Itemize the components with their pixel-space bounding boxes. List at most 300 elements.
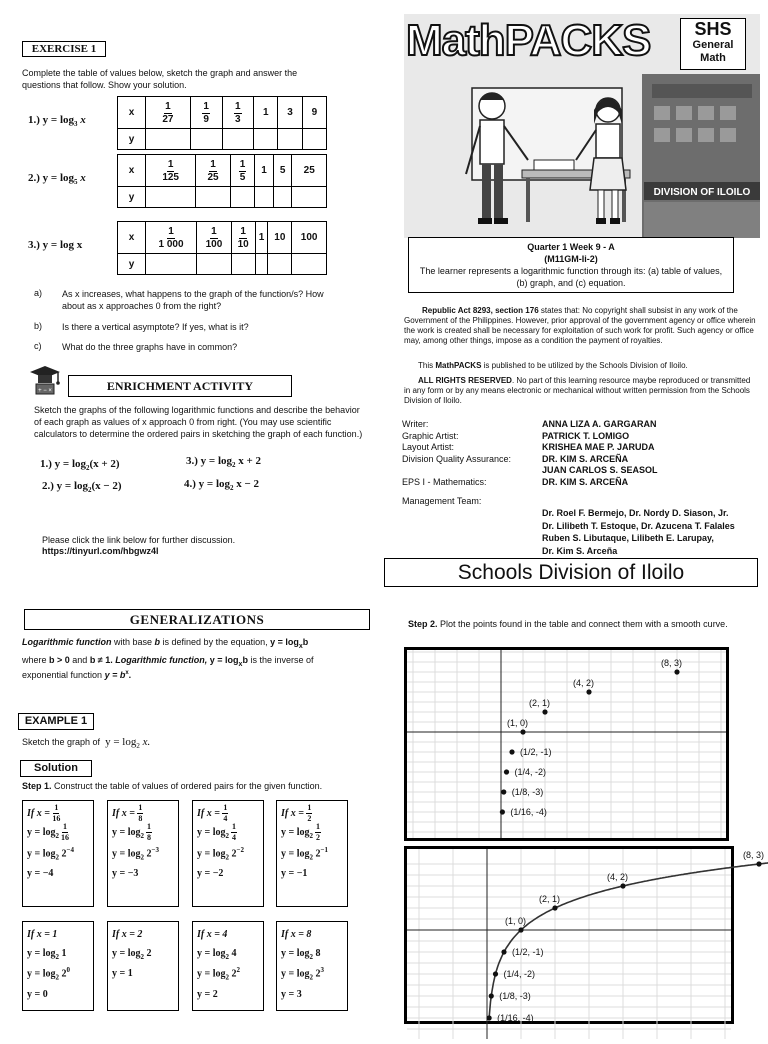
generalizations-title: GENERALIZATIONS — [24, 609, 370, 630]
denominator: 9 — [203, 113, 209, 125]
box-if: If x = — [197, 808, 223, 819]
numerator: 1 — [210, 158, 216, 170]
step1-bold: Step 1. — [22, 781, 52, 791]
box-log2: y = log — [27, 968, 56, 980]
box-exp-line — [27, 844, 89, 865]
enrichment-item — [184, 478, 259, 492]
denominator: 5 — [239, 171, 246, 183]
box-fraction — [52, 804, 60, 823]
gen-term2: Logarithmic function, — [112, 655, 210, 665]
grid — [407, 650, 726, 838]
exercise-instructions: Complete the table of values below, sketch the graph and answer the questions that follow. Show your solution. — [22, 68, 298, 90]
x-value: 3 — [278, 97, 302, 129]
enrichment-number: 3.) — [186, 455, 201, 467]
func-var: x — [77, 114, 86, 126]
x-row — [118, 222, 327, 254]
x-value: 9 — [302, 97, 326, 129]
x-value — [196, 155, 230, 187]
data-point — [552, 905, 557, 910]
enrichment-base: 2 — [232, 461, 236, 470]
y-value-blank[interactable] — [255, 254, 268, 275]
enrichment-number: 1.) — [40, 458, 55, 470]
step1-desc: Construct the table of values of ordered pairs for the given function. — [51, 781, 323, 791]
link-intro: Please click the link below for further discussion. — [42, 535, 236, 545]
data-point — [487, 1015, 492, 1020]
example-func: $y = \log_2 x$. — [105, 736, 151, 751]
y-value-blank[interactable] — [231, 254, 255, 275]
denominator: 4 — [231, 833, 236, 843]
box-if: If x = 1 — [27, 929, 58, 940]
x-value: 25 — [292, 155, 327, 187]
box-log2: y = log — [281, 968, 310, 980]
denominator: 27 — [162, 113, 174, 125]
enrichment-arg: (x − 2) — [91, 480, 122, 492]
point-label: (1, 0) — [507, 718, 529, 728]
ra-text: states that: No copyright shall subsist in any work of the Government of the Philippines. However, prior approval of the government agency or office wherein the work is created shall be necessary for exploitation of such work for profit. Such agency or office may, among other things, impose as a condition the payment of royalties. — [404, 306, 756, 345]
box-if: If x = — [281, 808, 307, 819]
enrichment-func: y = log — [54, 458, 86, 470]
enrichment-item — [42, 480, 122, 494]
data-point — [501, 949, 506, 954]
question-letter: a) — [34, 288, 43, 298]
box-arg: 2 — [143, 948, 152, 959]
denominator: 125 — [162, 171, 179, 183]
point-label: (1, 0) — [505, 916, 527, 926]
box-log-line — [112, 823, 174, 843]
numerator: 1 — [167, 158, 174, 170]
x-header: x — [118, 155, 146, 187]
credit-name: JUAN CARLOS S. SEASOL — [542, 465, 658, 475]
competency-code: (M11GM-Ii-2) — [544, 254, 598, 264]
point-label: (8, 3) — [743, 850, 765, 860]
y-value-blank[interactable] — [302, 129, 326, 150]
example-text — [22, 736, 150, 750]
box-log-line — [281, 944, 343, 964]
rights-note — [404, 376, 758, 406]
question-text: As x increases, what happens to the graph of the function/s? How about as x approaches 0 from the right? — [62, 289, 324, 311]
enrichment-base: 2 — [86, 464, 90, 473]
y-value-blank[interactable] — [146, 254, 197, 275]
gen-where: where — [22, 655, 50, 665]
enrichment-item — [186, 455, 261, 469]
x-row — [118, 155, 327, 187]
box-exponent: −3 — [151, 845, 159, 854]
shs-badge — [680, 18, 746, 70]
gen-eq: y = log — [270, 637, 299, 647]
x-value: 100 — [292, 222, 327, 254]
y-row — [118, 254, 327, 275]
box-log: y = log — [197, 948, 226, 959]
box-log: y = log — [197, 827, 226, 839]
point-label: (1/8, -3) — [511, 787, 544, 797]
box-power-base: 2 — [228, 968, 237, 980]
denominator: 2 — [315, 833, 320, 843]
gen-term: Logarithmic function — [22, 637, 112, 647]
y-value-blank[interactable] — [146, 129, 191, 150]
fraction — [202, 102, 210, 125]
solution-box — [276, 921, 348, 1011]
quarter-label: Quarter 1 Week 9 - A — [527, 242, 615, 252]
enrichment-arg: (x + 2) — [89, 458, 120, 470]
rights-text: . No part of this learning resource maybe reproduced or transmitted in any form or by any means electronic or mechanical without written permission from the Schools Division of Iloilo. — [404, 376, 751, 405]
y-value-blank[interactable] — [222, 129, 254, 150]
x-value: 10 — [268, 222, 292, 254]
item-number: 1.) — [28, 114, 43, 126]
box-exp-line — [112, 844, 174, 865]
box-log: y = log — [112, 948, 141, 959]
gen-eq2-b: b — [242, 655, 248, 665]
values-table — [117, 96, 327, 150]
competency-box — [408, 237, 734, 293]
step2-bold: Step 2. — [408, 619, 438, 629]
credit-row — [402, 419, 762, 431]
gen-text: with base — [111, 637, 155, 647]
step2-text — [408, 619, 758, 630]
mgmt-name: Dr. Roel F. Bermejo, Dr. Nordy D. Siason, Jr. — [542, 508, 729, 518]
subject-line1: General — [692, 39, 734, 51]
fraction — [162, 160, 179, 183]
credit-name: PATRICK T. LOMIGO — [542, 430, 630, 441]
denominator: 3 — [235, 113, 241, 125]
box-base2: 2 — [140, 852, 144, 861]
box-exponent: −4 — [66, 845, 74, 854]
box-exponent: 3 — [320, 966, 324, 975]
box-result: y = 3 — [281, 988, 302, 1000]
log-base: 3 — [74, 120, 78, 129]
box-base2: 2 — [309, 973, 313, 982]
box-power-base: 2 — [58, 847, 67, 859]
solution-box — [107, 921, 179, 1011]
box-fraction — [306, 804, 312, 823]
credit-role: Writer: — [402, 419, 429, 429]
numerator: 1 — [54, 803, 59, 813]
numerator: 1 — [239, 158, 246, 170]
credit-role — [402, 465, 542, 477]
box-if-line — [27, 804, 89, 823]
point-label: (4, 2) — [607, 872, 629, 882]
box-log-line — [197, 944, 259, 964]
gen-text2: is defined by the equation, — [160, 637, 271, 647]
values-table — [117, 154, 327, 208]
box-if-line — [112, 925, 174, 944]
y-value-blank[interactable] — [196, 187, 230, 208]
log-base: 5 — [74, 178, 78, 187]
box-exp-line — [281, 964, 343, 985]
curve-graph-svg — [407, 849, 765, 1039]
enrichment-func: y = log — [200, 455, 232, 467]
box-base2: 2 — [309, 852, 313, 861]
box-log-line — [27, 823, 89, 843]
box-result: y = −4 — [27, 868, 54, 880]
numerator: 1 — [203, 100, 209, 112]
question-text: What do the three graphs have in common? — [62, 342, 238, 352]
mgmt-name: Dr. Kim S. Arceña — [542, 545, 618, 556]
y-row — [118, 129, 327, 150]
gen-exp: exponential function — [22, 670, 105, 680]
box-log: y = log — [281, 827, 310, 839]
box-base: 2 — [55, 832, 59, 841]
box-arg: 4 — [228, 948, 237, 959]
rights-bold: ALL RIGHTS RESERVED — [418, 376, 512, 385]
box-if: If x = — [27, 808, 53, 819]
box-power-base: 2 — [143, 847, 152, 859]
numerator: 1 — [307, 803, 312, 813]
box-if-line — [281, 804, 343, 823]
values-table — [117, 221, 327, 275]
denominator: 16 — [60, 833, 69, 843]
function-label — [28, 239, 82, 251]
numerator: 1 — [223, 803, 228, 813]
enrichment-number: 2.) — [42, 480, 57, 492]
box-exp-line — [27, 964, 89, 985]
box-log2: y = log — [281, 847, 310, 859]
box-fraction — [231, 823, 237, 842]
data-point — [509, 749, 514, 754]
box-exp-line — [197, 844, 259, 865]
x-value: 5 — [273, 155, 292, 187]
box-base2: 2 — [55, 852, 59, 861]
credit-role: Division Quality Assurance: — [402, 453, 512, 464]
shs-label: SHS — [694, 19, 732, 39]
y-value-blank[interactable] — [268, 254, 292, 275]
point-label: (1/2, -1) — [520, 747, 552, 757]
numerator: 1 — [235, 100, 241, 112]
denominator: 8 — [138, 814, 143, 824]
box-result: y = 0 — [27, 988, 48, 1000]
box-log: y = log — [281, 948, 310, 959]
box-base: 2 — [55, 953, 59, 961]
y-header: y — [118, 187, 146, 208]
example-label: Sketch the graph of — [22, 737, 101, 747]
box-power-base: 2 — [312, 968, 321, 980]
box-exp-line — [197, 964, 259, 985]
box-if-line — [197, 925, 259, 944]
y-value-blank[interactable] — [255, 187, 274, 208]
enrichment-arg: x + 2 — [235, 455, 262, 467]
mgmt-name: Ruben S. Libutaque, Lilibeth E. Larupay, — [542, 533, 714, 543]
item-number: 3.) — [28, 239, 43, 251]
fraction — [234, 102, 242, 125]
y-value-blank[interactable] — [197, 254, 232, 275]
enrichment-base: 2 — [88, 486, 92, 495]
y-value-blank[interactable] — [230, 187, 254, 208]
pub-pre: This — [418, 361, 436, 370]
box-if-line — [197, 804, 259, 823]
credit-row — [402, 477, 762, 489]
fraction — [162, 102, 173, 125]
solution-box — [22, 921, 94, 1011]
point-label: (4, 2) — [573, 678, 595, 688]
point-label: (1/16, -4) — [497, 1013, 534, 1023]
box-base: 2 — [309, 953, 313, 961]
credit-row — [402, 431, 762, 443]
x-header: x — [118, 97, 146, 129]
pub-post: is published to be utilized by the Schools Division of Iloilo. — [481, 361, 688, 370]
point-label: (1/2, -1) — [512, 947, 544, 957]
func-name: y = log — [42, 114, 74, 126]
data-point — [520, 729, 525, 734]
data-point — [542, 709, 547, 714]
box-if: If x = 8 — [281, 929, 312, 940]
fraction — [206, 227, 223, 250]
box-if-line — [112, 804, 174, 823]
svg-text:+ − ×: + − × — [38, 388, 52, 394]
x-value — [146, 97, 191, 129]
point-label: (1/4, -2) — [514, 767, 547, 777]
box-if: If x = 2 — [112, 929, 143, 940]
box-if: If x = 4 — [197, 929, 228, 940]
y-value-blank[interactable] — [292, 254, 327, 275]
data-point — [674, 669, 679, 674]
box-log-line — [112, 944, 174, 964]
data-point — [501, 789, 506, 794]
box-base: 2 — [225, 953, 229, 961]
question-text: Is there a vertical asymptote? If yes, what is it? — [62, 322, 249, 332]
y-value-blank[interactable] — [146, 187, 196, 208]
data-point — [586, 689, 591, 694]
x-value: 1 — [255, 222, 268, 254]
x-value: 1 — [255, 155, 274, 187]
gen-eq-b: b — [302, 637, 309, 647]
y-value-blank[interactable] — [273, 187, 292, 208]
credit-row — [402, 442, 762, 454]
mgmt-names — [542, 507, 735, 557]
x-value: 1 — [254, 97, 278, 129]
enrichment-text: Sketch the graphs of the following logarithmic functions and describe the behavior of each graph as values of x approach 0 from right. (You may use scientific calculators to determine the ordered pairs in sketching the graph of each function.) — [34, 405, 363, 439]
box-power-base: 2 — [58, 968, 67, 980]
credits-list — [402, 419, 762, 488]
enrichment-item — [40, 458, 120, 472]
box-exponent: 0 — [66, 966, 70, 975]
denominator: 1 000 — [158, 238, 184, 250]
gen-cond2: b ≠ 1. — [89, 655, 113, 665]
graduation-cap-icon — [28, 362, 62, 396]
box-log-line — [27, 944, 89, 964]
generalizations-line1: Logarithmic function with base b is defined by the equation, $y = \log_xb$ — [22, 637, 309, 650]
box-log: y = log — [27, 827, 56, 839]
question-letter: b) — [34, 321, 43, 331]
point-label: (2, 1) — [539, 894, 561, 904]
data-point — [504, 769, 509, 774]
gen-b: b — [154, 637, 161, 647]
step1-text — [22, 781, 322, 791]
numerator: 1 — [138, 803, 143, 813]
credit-role: Layout Artist: — [402, 442, 455, 452]
enrichment-func: y = log — [198, 478, 230, 490]
box-fraction — [146, 823, 152, 842]
box-result: y = −3 — [112, 868, 139, 880]
box-log2: y = log — [197, 847, 226, 859]
item-number: 2.) — [28, 172, 43, 184]
y-value-blank[interactable] — [278, 129, 302, 150]
mgmt-role: Management Team: — [402, 496, 482, 506]
y-value-blank[interactable] — [292, 187, 327, 208]
credit-name: KRISHEA MAE P. JARUDA — [542, 442, 655, 452]
discussion-link[interactable]: https://tinyurl.com/hbgwz4l — [42, 546, 159, 556]
footer-division: Schools Division of Iloilo — [384, 558, 758, 587]
enrichment-func: y = log — [56, 480, 88, 492]
y-value-blank[interactable] — [254, 129, 278, 150]
box-base2: 2 — [55, 973, 59, 982]
grid — [407, 849, 731, 1039]
box-base: 2 — [225, 832, 229, 841]
point-label: (8, 3) — [661, 658, 683, 668]
gen-exp-eq: y = b — [104, 670, 126, 680]
x-value — [222, 97, 254, 129]
numerator: 1 — [146, 822, 151, 832]
generalizations-line3: exponential function $y = b^x$. — [22, 670, 132, 680]
numerator: 1 — [165, 100, 171, 112]
box-exponent: −1 — [320, 845, 328, 854]
x-header: x — [118, 222, 146, 254]
box-if-line — [281, 925, 343, 944]
box-base2: 2 — [225, 852, 229, 861]
x-value — [230, 155, 254, 187]
x-value — [190, 97, 222, 129]
enrichment-arg: x − 2 — [233, 478, 260, 490]
box-arg: 1 — [58, 948, 67, 959]
x-value — [146, 222, 197, 254]
data-point — [500, 809, 505, 814]
func-var: x — [77, 172, 86, 184]
function-label — [28, 172, 86, 186]
box-arg: 8 — [312, 948, 321, 959]
fraction — [238, 227, 249, 250]
data-point — [518, 927, 523, 932]
credit-row — [402, 465, 762, 477]
numerator: 1 — [168, 225, 174, 237]
fraction — [239, 160, 247, 183]
box-result: y = −1 — [281, 868, 308, 880]
numerator: 1 — [62, 822, 67, 832]
solution-box — [192, 800, 264, 907]
ra-notice — [404, 306, 758, 346]
curve-graph — [404, 846, 765, 1024]
solution-box — [107, 800, 179, 907]
data-point — [620, 883, 625, 888]
denominator: 4 — [223, 814, 228, 824]
solution-box — [192, 921, 264, 1011]
gen-cond1: b > 0 — [49, 655, 70, 665]
data-point — [489, 993, 494, 998]
point-label: (1/4, -2) — [503, 969, 536, 979]
ra-bold: Republic Act 8293, section 176 — [422, 306, 539, 315]
denominator: 10 — [237, 238, 249, 250]
numerator: 1 — [231, 822, 236, 832]
numerator: 1 — [315, 822, 320, 832]
credit-row — [402, 454, 762, 466]
function-label — [28, 114, 86, 128]
y-header: y — [118, 254, 146, 275]
competency-text: The learner represents a logarithmic function through its: (a) table of values, (b) graph, and (c) equation. — [419, 266, 723, 288]
x-value — [146, 155, 196, 187]
denominator: 100 — [205, 238, 223, 250]
pub-bold: MathPACKS — [435, 361, 482, 370]
box-exp-line — [112, 964, 174, 983]
subject-line2: Math — [700, 52, 726, 64]
y-value-blank[interactable] — [190, 129, 222, 150]
box-fraction — [61, 823, 69, 842]
solution-box — [276, 800, 348, 907]
point-label: (2, 1) — [529, 698, 551, 708]
step2-desc: Plot the points found in the table and connect them with a smooth curve. — [437, 619, 728, 629]
enrichment-title: ENRICHMENT ACTIVITY — [68, 375, 292, 397]
denominator: 16 — [52, 814, 61, 824]
numerator: 1 — [240, 225, 246, 237]
building-sign: DIVISION OF ILOILO — [653, 187, 751, 198]
box-result: y = 2 — [197, 988, 218, 1000]
point-label: (1/8, -3) — [499, 991, 531, 1001]
